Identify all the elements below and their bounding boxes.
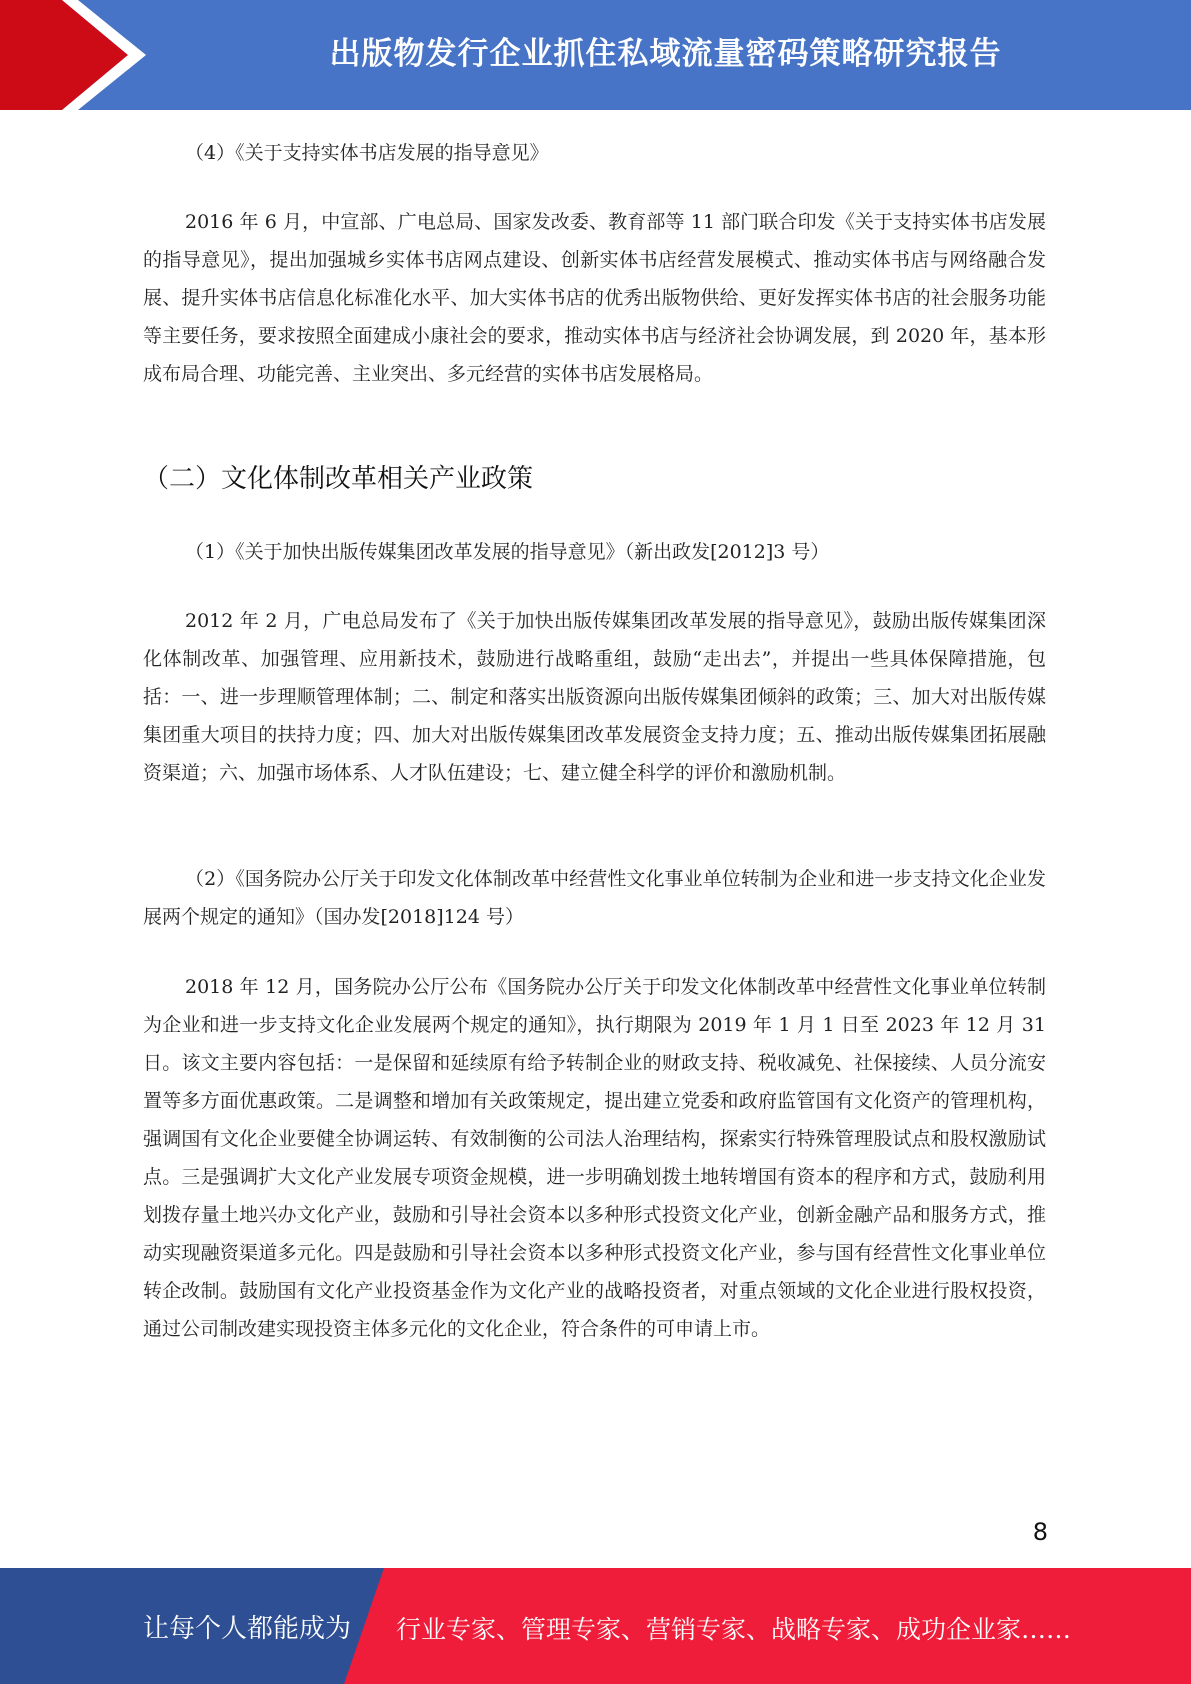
subheading-1: （1）《关于加快出版传媒集团改革发展的指导意见》（新出政发[2012]3 号） (185, 541, 830, 563)
footer-slogan-right: 行业专家、管理专家、营销专家、战略专家、成功企业家…… (396, 1615, 1072, 1644)
footer-slogan-left: 让每个人都能成为 (143, 1614, 352, 1644)
paragraph-4: 2016 年 6 月，中宣部、广电总局、国家发改委、教育部等 11 部门联合印发《关于支持实体书店发展的指导意见》，提出加强城乡实体书店网点建设、创新实体书店经营发展模式、推动实体书店与网络融合发展、提升实体书店信息化标准化水平、加大实体书店的优秀出版物供给、更好发挥实体书店的社会服务功能等主要任务，要求按照全面建成小康社会的要求，推动实体书店与经济社会协调发展，到 2020 年，基本形成布局合理、功能完善、主业突出、多元经营的实体书店发展格局。 (143, 211, 1046, 385)
paragraph-2: 2018 年 12 月，国务院办公厅公布《国务院办公厅关于印发文化体制改革中经营性文化事业单位转制为企业和进一步支持文化企业发展两个规定的通知》，执行期限为 2019 年 1 月 1 日至 2023 年 12 月 31 日。该文主要内容包括：一是保留和延续原有给予转制企业的财政支持、税收减免、社保接续、人员分流安置等多方面优惠政策。二是调整和增加有关政策规定，提出建立党委和政府监管国有文化资产的管理机构，强调国有文化企业要健全协调运转、有效制衡的公司法人治理结构，探索实行特殊管理股试点和股权激励试点。三是强调扩大文化产业发展专项资金规模，进一步明确划拨土地转增国有资本的程序和方式，鼓励利用划拨存量土地兴办文化产业，鼓励和引导社会资本以多种形式投资文化产业，创新金融产品和服务方式，推动实现融资渠道多元化。四是鼓励和引导社会资本以多种形式投资文化产业，参与国有经营性文化事业单位转企改制。鼓励国有文化产业投资基金作为文化产业的战略投资者，对重点领域的文化企业进行股权投资，通过公司制改建实现投资主体多元化的文化企业，符合条件的可申请上市。 (143, 976, 1046, 1340)
page-header (0, 0, 1191, 110)
page-footer (0, 1568, 1191, 1684)
subheading-4: （4）《关于支持实体书店发展的指导意见》 (185, 142, 549, 164)
page-number: 8 (1032, 1518, 1048, 1546)
report-title: 出版物发行企业抓住私域流量密码策略研究报告 (329, 36, 1002, 72)
header-arrow-decoration (0, 0, 160, 110)
subheading-2: （2）《国务院办公厅关于印发文化体制改革中经营性文化事业单位转制为企业和进一步支持文化企业发展两个规定的通知》（国办发[2018]124 号） (143, 868, 1046, 928)
paragraph-1: 2012 年 2 月，广电总局发布了《关于加快出版传媒集团改革发展的指导意见》，鼓励出版传媒集团深化体制改革、加强管理、应用新技术，鼓励进行战略重组，鼓励“走出去”，并提出一些具体保障措施，包括：一、进一步理顺管理体制；二、制定和落实出版资源向出版传媒集团倾斜的政策；三、加大对出版传媒集团重大项目的扶持力度；四、加大对出版传媒集团改革发展资金支持力度；五、推动出版传媒集团拓展融资渠道；六、加强市场体系、人才队伍建设；七、建立健全科学的评价和激励机制。 (143, 610, 1046, 784)
section-heading: （二）文化体制改革相关产业政策 (143, 464, 534, 494)
